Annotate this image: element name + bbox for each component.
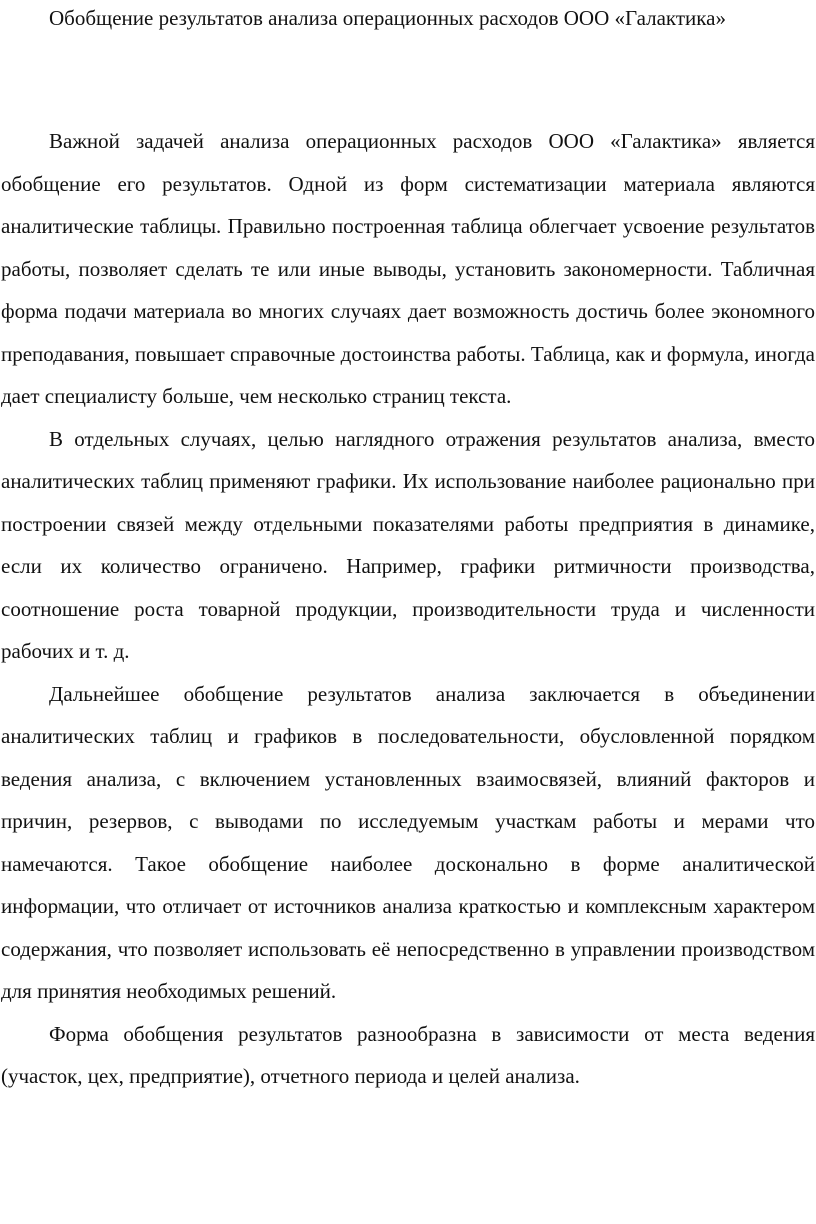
paragraph-1: Важной задачей анализа операционных расходов ООО «Галактика» является обобщение его результатов. Одной из форм систематизации материала являются аналитические таблицы. Правильно построенная таблица облегчает усвоение результатов работы, позволяет сделать те или иные выводы, установить закономерности. Табличная форма подачи материала во многих случаях дает возможность достичь более экономного преподавания, повышает справочные достоинства работы. Таблица, как и формула, иногда дает специалисту больше, чем несколько страниц текста.	[1, 129, 815, 408]
paragraph-3: Дальнейшее обобщение результатов анализа заключается в объединении аналитических таблиц и графиков в последовательности, обусловленной порядком ведения анализа, с включением установленных взаимосвязей, влияний факторов и причин, резервов, с выводами по исследуемым участкам работы и мерами что намечаются. Такое обобщение наиболее досконально в форме аналитической информации, что отличает от источников анализа краткостью и комплексным характером содержания, что позволяет использовать её непосредственно в управлении производством для принятия необходимых решений.	[1, 681, 815, 1003]
paragraph-4: Форма обобщения результатов разнообразна в зависимости от места ведения (участок, цех, предприятие), отчетного периода и целей анализа.	[1, 1021, 815, 1088]
paragraph-2: В отдельных случаях, целью наглядного отражения результатов анализа, вместо аналитических таблиц применяют графики. Их использование наиболее рационально при построении связей между отдельными показателями работы предприятия в динамике, если их количество ограничено. Например, графики ритмичности производства, соотношение роста товарной продукции, производительности труда и численности рабочих и т. д.	[1, 426, 815, 663]
document-title: Обобщение результатов анализа операционных расходов ООО «Галактика»	[49, 6, 726, 30]
document-body	[1, 120, 815, 1098]
